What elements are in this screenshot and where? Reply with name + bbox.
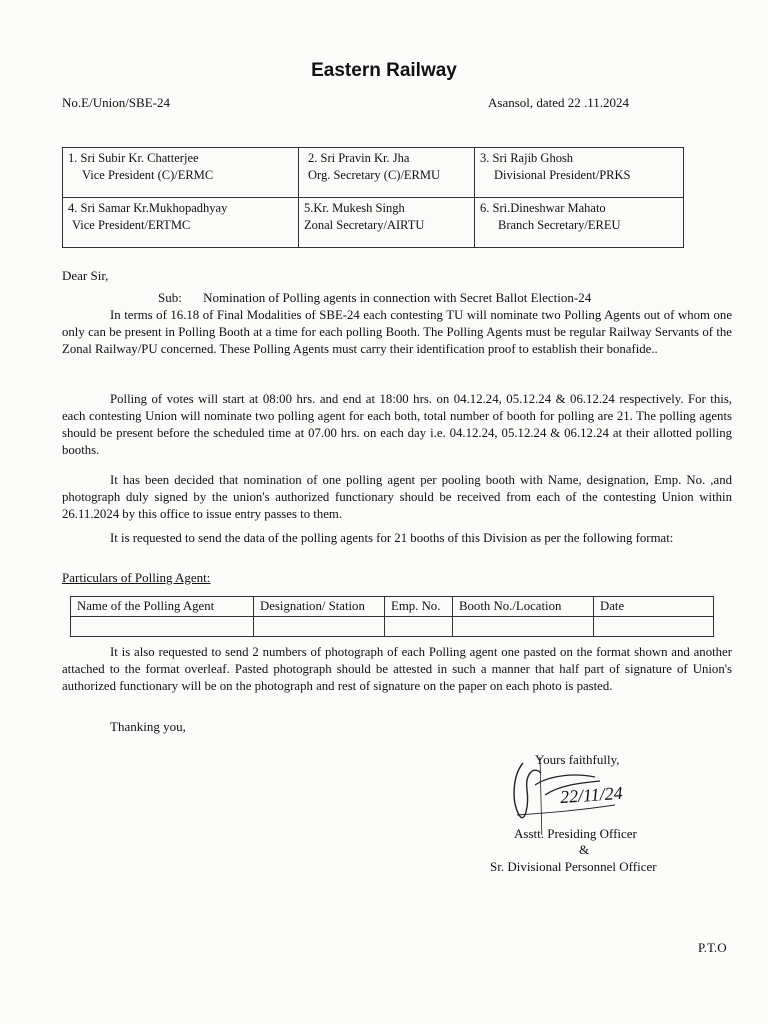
addressee-name: 1. Sri Subir Kr. Chatterjee: [68, 151, 199, 165]
addressee-name: 5.Kr. Mukesh Singh: [304, 201, 405, 215]
page-turn-note: P.T.O: [698, 940, 727, 955]
paragraph-data-request: It is requested to send the data of the polling agents for 21 booths of this Division as per the following format:: [110, 531, 674, 545]
addressee-row: [63, 148, 684, 198]
column-header: Name of the Polling Agent: [71, 597, 254, 617]
subject-text: Nomination of Polling agents in connection with Secret Ballot Election-24: [203, 290, 592, 305]
addressee-designation: Org. Secretary (C)/ERMU: [308, 168, 441, 182]
polling-agent-table: [70, 596, 714, 637]
addressee-table: [62, 147, 684, 248]
addressee-name: 6. Sri.Dineshwar Mahato: [480, 201, 606, 215]
table-row: [71, 617, 714, 637]
addressee-name: 3. Sri Rajib Ghosh: [480, 151, 574, 165]
addressee-designation: Divisional President/PRKS: [494, 168, 631, 182]
paragraph-nomination: It has been decided that nomination of one polling agent per pooling booth with Name, designation, Emp. No. ,and photograph duly signed by the union's authorized functionary should be received from each of the contesting Union within 26.11.2024 by this office to issue entry passes to them.: [62, 473, 732, 521]
addressee-cell: [475, 198, 684, 248]
addressee-name: 2. Sri Pravin Kr. Jha: [308, 151, 410, 165]
table-cell: [594, 617, 714, 637]
column-header: Date: [594, 597, 714, 617]
column-header: Booth No./Location: [453, 597, 594, 617]
signatory-designation: Asstt. Presiding Officer: [514, 826, 637, 841]
addressee-cell: [299, 148, 475, 198]
addressee-designation: Zonal Secretary/AIRTU: [304, 218, 425, 232]
signature-date: 22/11/24: [559, 782, 624, 808]
column-header: Emp. No.: [385, 597, 453, 617]
table-cell: [71, 617, 254, 637]
table-cell: [254, 617, 385, 637]
place-and-date: Asansol, dated 22 .11.2024: [488, 95, 630, 110]
table-cell: [385, 617, 453, 637]
addressee-cell: [63, 148, 299, 198]
addressee-designation: Vice President (C)/ERMC: [82, 168, 214, 182]
closing-text: Yours faithfully,: [535, 752, 620, 767]
paragraph-modalities: In terms of 16.18 of Final Modalities of SBE-24 each contesting TU will nominate two Polling Agents out of whom one only can be present in Polling Booth at a time for each polling Booth. The Polling Agents must be regular Railway Servants of the Zonal Railway/PU concerned. These Polling Agents must carry their identification proof to establish their bonafide..: [62, 308, 732, 356]
subject-line: [158, 290, 591, 306]
addressee-cell: [299, 198, 475, 248]
signatory-ampersand: &: [579, 842, 590, 857]
signatory-designation: Sr. Divisional Personnel Officer: [490, 859, 657, 874]
addressee-cell: [475, 148, 684, 198]
addressee-cell: [63, 198, 299, 248]
paragraph-polling-schedule: Polling of votes will start at 08:00 hrs. and end at 18:00 hrs. on 04.12.24, 05.12.24 & 06.12.24 respectively. For this, each contesting Union will nominate two polling agent for each both, total number of booth for polling are 21. The polling agents should be present before the scheduled time at 07.00 hrs. on each day i.e. 04.12.24, 05.12.24 & 06.12.24 at their allotted polling booths.: [62, 392, 732, 457]
table-header-row: [71, 597, 714, 617]
addressee-designation: Branch Secretary/EREU: [498, 218, 621, 232]
subject-label: Sub:: [158, 290, 182, 305]
salutation: Dear Sir,: [62, 268, 109, 283]
table-cell: [453, 617, 594, 637]
particulars-heading: Particulars of Polling Agent:: [62, 570, 211, 585]
addressee-designation: Vice President/ERTMC: [72, 218, 191, 232]
thanking-line: Thanking you,: [110, 719, 186, 734]
letterhead-title: Eastern Railway: [311, 60, 457, 81]
paragraph-photograph: It is also requested to send 2 numbers of photograph of each Polling agent one pasted on the format shown and another attached to the format overleaf. Pasted photograph should be attested in such a manner that half part of signature of Union's authorized functionary will be on the photograph and rest of signature on the paper on each photo is pasted.: [62, 645, 732, 693]
addressee-name: 4. Sri Samar Kr.Mukhopadhyay: [68, 201, 228, 215]
addressee-row: [63, 198, 684, 248]
column-header: Designation/ Station: [254, 597, 385, 617]
reference-number: No.E/Union/SBE-24: [62, 95, 170, 110]
